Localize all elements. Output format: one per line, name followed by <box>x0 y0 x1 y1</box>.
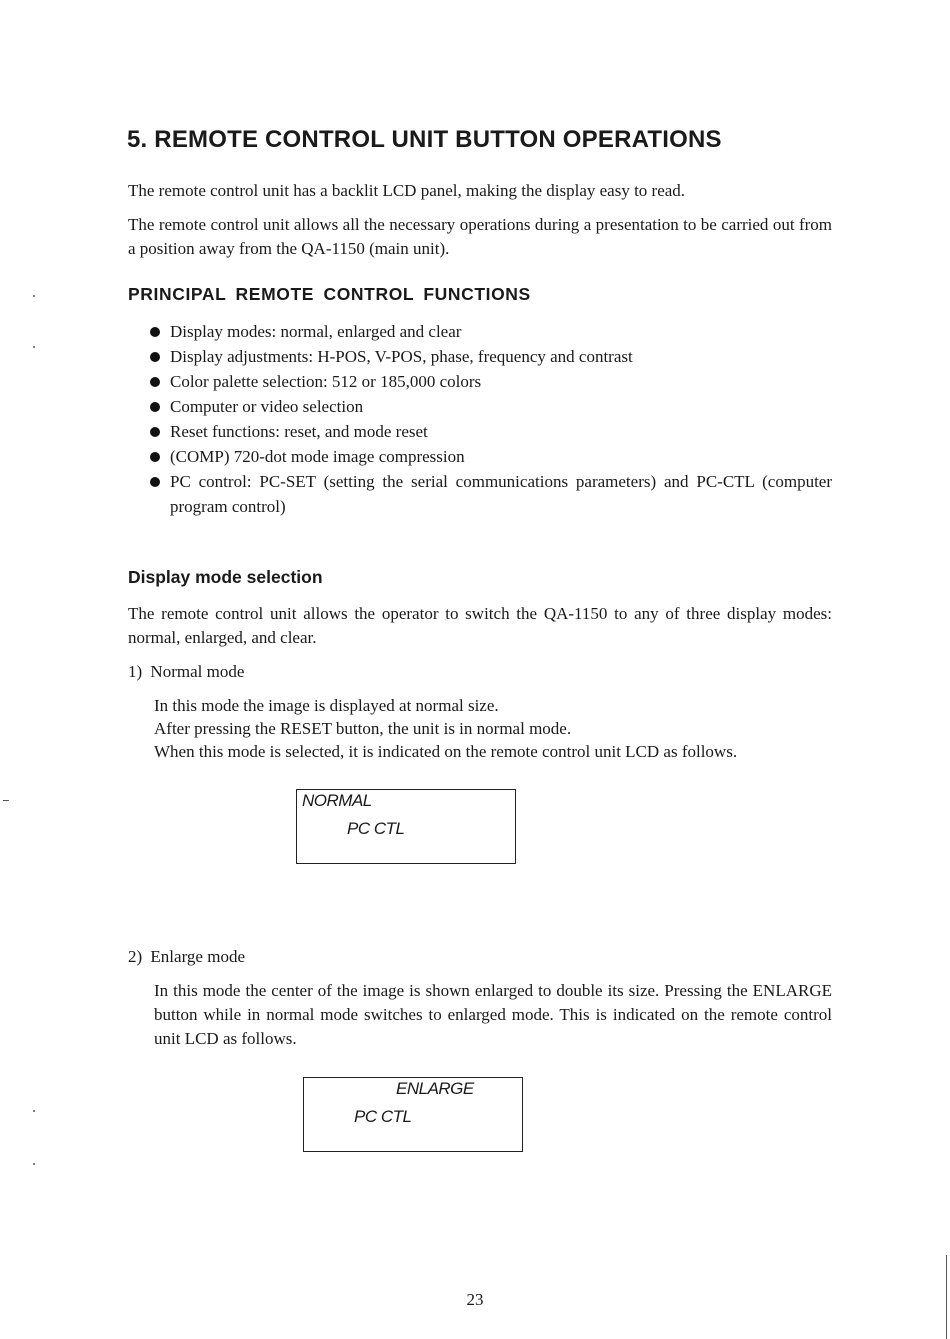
section-heading: 5. REMOTE CONTROL UNIT BUTTON OPERATIONS <box>127 126 722 153</box>
lcd-display-enlarge <box>303 1077 523 1152</box>
bullet-icon <box>150 452 160 462</box>
display-mode-heading: Display mode selection <box>128 567 323 587</box>
page-number: 23 <box>466 1290 484 1309</box>
list-item: Computer or video selection <box>148 394 832 419</box>
bullet-icon <box>150 427 160 437</box>
lcd-pc-label: PC CTL <box>354 1107 412 1126</box>
principal-functions-list <box>148 319 832 519</box>
list-item: Reset functions: reset, and mode reset <box>148 419 832 444</box>
normal-mode-title <box>128 660 244 684</box>
bullet-icon <box>150 352 160 362</box>
list-item: PC control: PC-SET (setting the serial communications parameters) and PC-CTL (computer program control) <box>148 469 832 519</box>
lcd-mode-label: ENLARGE <box>396 1079 474 1098</box>
enlarge-mode-title <box>128 945 245 969</box>
lcd-pc-label: PC CTL <box>347 819 405 838</box>
step-title: Normal mode <box>150 662 245 681</box>
list-item: Color palette selection: 512 or 185,000 colors <box>148 369 832 394</box>
scan-speck <box>33 346 35 348</box>
scan-speck <box>3 800 9 801</box>
list-item: (COMP) 720-dot mode image compression <box>148 444 832 469</box>
scan-speck <box>33 1110 35 1112</box>
step-title: Enlarge mode <box>150 947 245 966</box>
lcd-mode-label: NORMAL <box>302 791 372 810</box>
normal-mode-line-1: In this mode the image is displayed at normal size. <box>154 696 499 715</box>
normal-mode-line-2: After pressing the RESET button, the unit is in normal mode. <box>154 719 572 738</box>
intro-paragraph-1: The remote control unit has a backlit LCD panel, making the display easy to read. <box>128 181 686 200</box>
normal-mode-line-3: When this mode is selected, it is indicated on the remote control unit LCD as follows. <box>154 742 738 761</box>
scan-speck <box>33 295 35 297</box>
step-number: 2) <box>128 947 143 966</box>
principal-functions-heading: PRINCIPAL REMOTE CONTROL FUNCTIONS <box>128 284 531 304</box>
lcd-display-normal <box>296 789 516 864</box>
list-item: Display modes: normal, enlarged and clear <box>148 319 832 344</box>
bullet-icon <box>150 402 160 412</box>
bullet-icon <box>150 477 160 487</box>
step-number: 1) <box>128 662 143 681</box>
display-mode-intro: The remote control unit allows the operator to switch the QA-1150 to any of three display modes: normal, enlarged, and clear. <box>128 604 832 647</box>
intro-paragraph-2: The remote control unit allows all the necessary operations during a presentation to be carried out from a position away from the QA-1150 (main unit). <box>128 215 832 258</box>
bullet-icon <box>150 377 160 387</box>
scan-speck <box>946 1255 947 1339</box>
enlarge-mode-description: In this mode the center of the image is shown enlarged to double its size. Pressing the ENLARGE button while in normal mode switches to enlarged mode. This is indicated on the remote control unit LCD as follows. <box>154 981 832 1048</box>
scan-speck <box>33 1163 35 1165</box>
bullet-icon <box>150 327 160 337</box>
list-item: Display adjustments: H-POS, V-POS, phase, frequency and contrast <box>148 344 832 369</box>
